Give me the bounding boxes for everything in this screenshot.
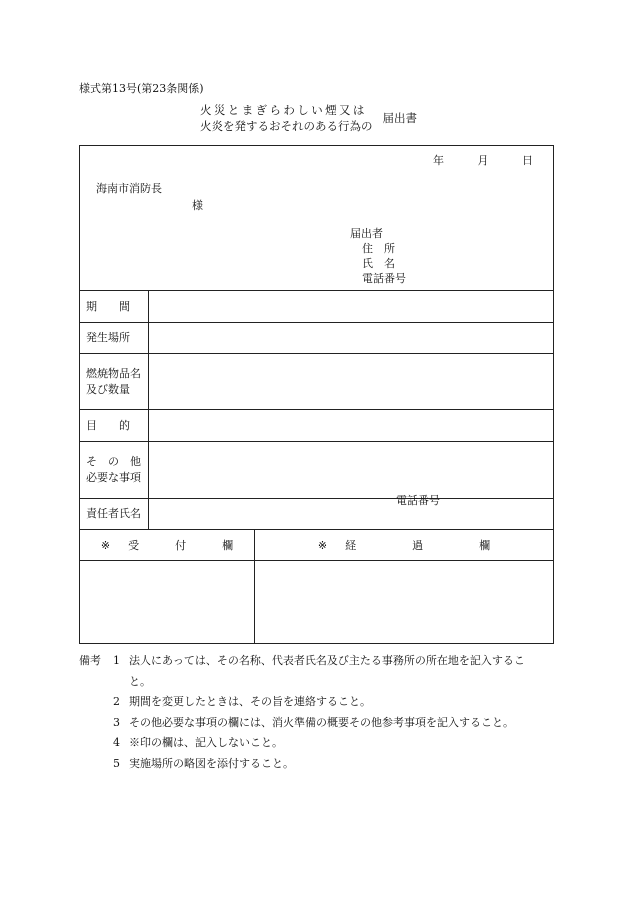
period-input[interactable] [149,291,554,323]
header-cell [80,146,554,291]
note-number: 3 [113,715,120,729]
responsible-row [80,499,554,530]
other-label [80,442,149,499]
note-number: 1 [113,654,120,667]
period-row [80,291,554,323]
progress-char-2: 過 [412,539,424,552]
date-day-field[interactable]: 日 [522,154,534,167]
progress-area [255,561,554,644]
column-head-row [80,530,554,561]
title-lines [200,102,373,134]
progress-column-header [255,530,554,561]
note-item [79,733,559,754]
reception-area [80,561,255,644]
title-line-1: 火災とまぎらわしい煙又は [200,103,367,117]
progress-char-1: 経 [345,539,357,552]
notification-form-table [79,145,554,644]
progress-char-3: 欄 [479,539,491,552]
note-item [79,754,559,775]
note-text: ※印の欄は、記入しないこと。 [129,736,283,750]
material-label [80,354,149,410]
purpose-label: 目 的 [80,410,149,442]
material-input[interactable] [149,354,554,410]
note-text: 期間を変更したときは、その旨を連絡すること。 [129,695,371,709]
name-field[interactable]: 氏 名 [362,257,395,270]
applicant-label: 届出者 [350,227,383,240]
form-number: 様式第13号(第23条関係) [79,82,204,95]
note-number: 2 [113,695,120,709]
reception-mark: ※ [100,539,111,552]
note-item [79,713,559,734]
reception-char-3: 欄 [222,539,234,552]
date-year-field[interactable]: 年 [433,154,445,167]
form-title [200,102,417,134]
note-number [113,672,129,693]
addressee: 海南市消防長 [96,182,162,195]
remarks-lead: 備考 [79,654,101,667]
note-item [79,651,559,672]
reception-column-header [80,530,255,561]
note-number: 4 [113,736,120,750]
other-row [80,442,554,499]
location-input[interactable] [149,323,554,354]
material-row [80,354,554,410]
note-item [79,692,559,713]
purpose-row [80,410,554,442]
material-label-line-1: 燃焼物品名 [86,366,141,380]
note-number: 5 [113,756,120,770]
date-month-field[interactable]: 月 [477,154,489,167]
location-label: 発生場所 [80,323,149,354]
period-label: 期 間 [80,291,149,323]
phone-field[interactable]: 電話番号 [362,272,406,285]
note-text: その他必要な事項の欄には、消火準備の概要その他参考事項を記入すること。 [129,715,514,729]
note-text: 実施場所の略図を添付すること。 [129,756,294,770]
applicant-block [350,226,406,286]
note-item [79,672,559,693]
title-line-2: 火炎を発するおそれのある行為の [200,119,373,133]
office-use-row [80,561,554,644]
note-text: 法人にあっては、その名称、代表者氏名及び主たる事務所の所在地を記入するこ [129,654,525,667]
location-row [80,323,554,354]
other-label-line-2: 必要な事項 [86,471,141,484]
responsible-input[interactable] [149,494,554,530]
other-input[interactable] [149,442,554,499]
responsible-label: 責任者氏名 [80,499,149,530]
material-label-line-2: 及び数量 [86,382,130,396]
title-suffix: 届出書 [382,111,417,125]
reception-char-2: 付 [175,539,187,552]
purpose-input[interactable] [149,410,554,442]
responsible-phone-label: 電話番号 [396,494,440,507]
note-text: と。 [129,674,151,688]
honorific: 様 [192,199,203,212]
reception-char-1: 受 [128,539,140,552]
remarks-section [79,651,559,775]
header-row [80,146,554,291]
other-label-line-1: そ の 他 [86,455,141,468]
date-line [403,152,533,168]
progress-mark: ※ [317,539,328,552]
address-field[interactable]: 住 所 [362,242,395,255]
